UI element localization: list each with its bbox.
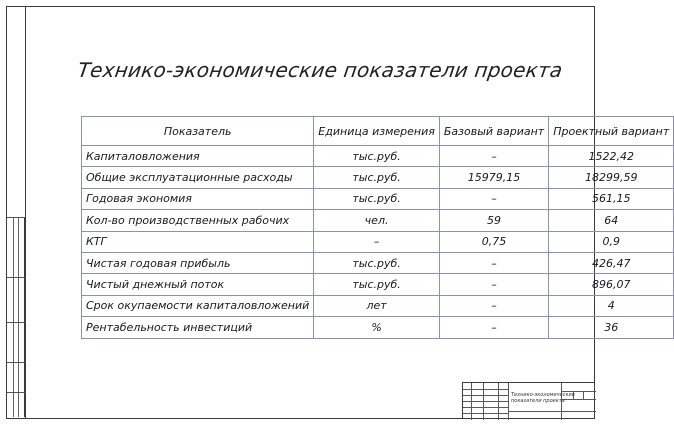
side-strip-divider [13, 217, 14, 417]
base-value: – [439, 317, 548, 338]
indicator-name: КТГ [82, 231, 314, 252]
indicator-unit: тыс.руб. [314, 146, 440, 167]
indicator-name: Общие эксплуатационные расходы [82, 167, 314, 188]
title-block-rule [463, 389, 508, 390]
base-value: 59 [439, 210, 548, 231]
table-row [82, 146, 674, 167]
project-value: 4 [549, 295, 674, 316]
table-row [82, 210, 674, 231]
side-strip-cell [7, 217, 25, 218]
project-value: 36 [549, 317, 674, 338]
table-row [82, 317, 674, 338]
header-base-variant: Базовый вариант [439, 117, 548, 146]
indicator-name: Кол-во производственных рабочих [82, 210, 314, 231]
table-row [82, 188, 674, 209]
indicator-name: Срок окупаемости капиталовложений [82, 295, 314, 316]
table-row [82, 231, 674, 252]
table-row [82, 167, 674, 188]
title-block-rule [463, 407, 508, 408]
indicator-unit: тыс.руб. [314, 252, 440, 273]
title-block-rule [483, 383, 484, 420]
title-block-rule [561, 411, 596, 412]
base-value: – [439, 146, 548, 167]
side-strip-cell [7, 362, 25, 363]
base-value: 0,75 [439, 231, 548, 252]
project-value: 1522,42 [549, 146, 674, 167]
indicator-unit: тыс.руб. [314, 188, 440, 209]
table-row [82, 252, 674, 273]
project-value: 0,9 [549, 231, 674, 252]
indicator-unit: лет [314, 295, 440, 316]
indicator-name: Рентабельность инвестиций [82, 317, 314, 338]
indicator-name: Годовая экономия [82, 188, 314, 209]
title-block [462, 382, 595, 419]
indicator-unit: тыс.руб. [314, 274, 440, 295]
base-value: – [439, 295, 548, 316]
project-value: 561,15 [549, 188, 674, 209]
title-block-rule [471, 383, 472, 420]
header-indicator: Показатель [82, 117, 314, 146]
indicator-name: Капиталовложения [82, 146, 314, 167]
title-block-rule [463, 413, 508, 414]
indicator-unit: чел. [314, 210, 440, 231]
table-header-row [82, 117, 674, 146]
side-stamp-strip [7, 217, 25, 417]
header-project-variant: Проектный вариант [549, 117, 674, 146]
indicator-name: Чистая годовая прибыль [82, 252, 314, 273]
side-strip-cell [7, 277, 25, 278]
indicators-table [81, 116, 674, 339]
project-value: 18299,59 [549, 167, 674, 188]
side-strip-cell [7, 322, 25, 323]
indicator-name: Чистый днежный поток [82, 274, 314, 295]
base-value: – [439, 252, 548, 273]
base-value: 15979,15 [439, 167, 548, 188]
header-unit: Единица измерения [314, 117, 440, 146]
page-title: Технико-экономические показатели проекта [76, 58, 565, 82]
title-block-rule [463, 395, 508, 396]
project-value: 896,07 [549, 274, 674, 295]
indicator-unit: – [314, 231, 440, 252]
side-strip-divider [18, 217, 19, 417]
side-strip-cell [7, 392, 25, 393]
indicator-unit: % [314, 317, 440, 338]
drawing-name: Технико-экономические показатели проекта [511, 392, 575, 404]
indicator-unit: тыс.руб. [314, 167, 440, 188]
project-value: 64 [549, 210, 674, 231]
table-row [82, 295, 674, 316]
table-row [82, 274, 674, 295]
title-block-rule [508, 411, 561, 412]
base-value: – [439, 274, 548, 295]
base-value: – [439, 188, 548, 209]
title-block-rule [508, 383, 509, 420]
title-block-rule [498, 383, 499, 420]
title-block-rule [463, 401, 508, 402]
project-value: 426,47 [549, 252, 674, 273]
